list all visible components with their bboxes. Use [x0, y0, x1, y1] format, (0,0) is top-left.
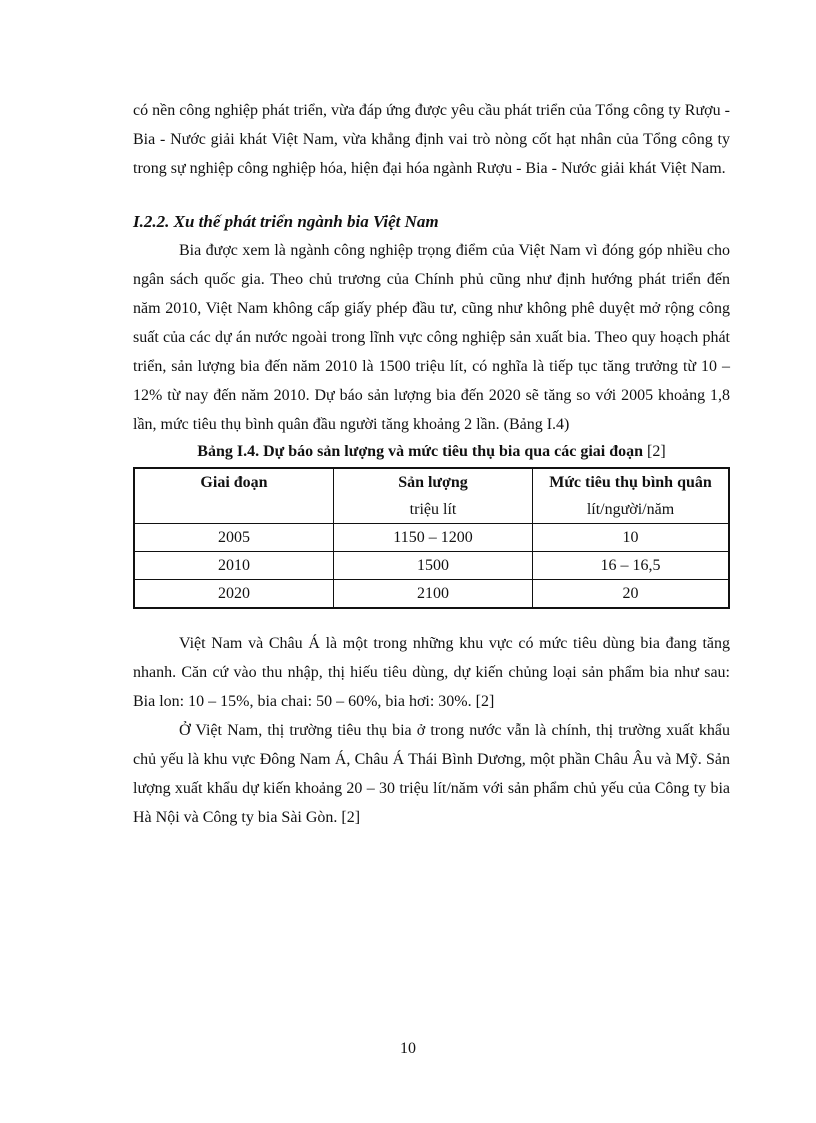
table-cell: 20: [533, 580, 730, 609]
intro-paragraph: có nền công nghiệp phát triển, vừa đáp ứng được yêu cầu phát triển của Tổng công ty Rượu - Bia - Nước giải khát Việt Nam, vừa khẳng định vai trò nòng cốt hạt nhân của Tổng công ty trong sự nghiệp công nghiệp hóa, hiện đại hóa ngành Rượu - Bia - Nước giải khát Việt Nam.: [133, 102, 730, 177]
unit-consumption: lít/người/năm: [533, 496, 730, 524]
table-cell: 10: [533, 524, 730, 552]
table-row: [134, 552, 729, 580]
table-cell: 16 – 16,5: [533, 552, 730, 580]
table-caption: [133, 439, 730, 465]
section-heading: I.2.2. Xu thế phát triển ngành bia Việt Nam: [133, 212, 439, 231]
paragraph-2: Việt Nam và Châu Á là một trong những khu vực có mức tiêu dùng bia đang tăng nhanh. Căn cứ vào thu nhập, thị hiếu tiêu dùng, dự kiến chủng loại sản phẩm bia như sau: Bia lon: 10 – 15%, bia chai: 50 – 60%, bia hơi: 30%. [2]: [133, 635, 730, 710]
spacer: [133, 183, 730, 207]
page-number: 10: [400, 1040, 416, 1057]
unit-output: triệu lít: [334, 496, 533, 524]
header-period: Giai đoạn: [134, 468, 334, 524]
header-consumption: Mức tiêu thụ bình quân: [533, 468, 730, 496]
table-row: [134, 580, 729, 609]
table-cell: 1150 – 1200: [334, 524, 533, 552]
header-output: Sản lượng: [334, 468, 533, 496]
table-row: [134, 524, 729, 552]
table-cell: 1500: [334, 552, 533, 580]
table-caption-title: Bảng I.4. Dự báo sản lượng và mức tiêu thụ bia qua các giai đoạn: [197, 443, 644, 460]
document-page: [133, 96, 730, 832]
table-cell: 2005: [134, 524, 334, 552]
table-caption-ref: [2]: [643, 443, 666, 460]
forecast-table: [133, 467, 730, 609]
table-cell: 2100: [334, 580, 533, 609]
paragraph-3: Ở Việt Nam, thị trường tiêu thụ bia ở trong nước vẫn là chính, thị trường xuất khẩu chủ yếu là khu vực Đông Nam Á, Châu Á Thái Bình Dương, một phần Châu Âu và Mỹ. Sản lượng xuất khẩu dự kiến khoảng 20 – 30 triệu lít/năm với sản phẩm chủ yếu của Công ty bia Hà Nội và Công ty bia Sài Gòn. [2]: [133, 722, 730, 826]
table-cell: 2010: [134, 552, 334, 580]
section-paragraph: Bia được xem là ngành công nghiệp trọng điểm của Việt Nam vì đóng góp nhiều cho ngân sách quốc gia. Theo chủ trương của Chính phủ cũng như định hướng phát triển đến năm 2010, Việt Nam không cấp giấy phép đầu tư, cũng như không phê duyệt mở rộng công suất của các dự án nước ngoài trong lĩnh vực công nghiệp sản xuất bia. Theo quy hoạch phát triển, sản lượng bia đến năm 2010 là 1500 triệu lít, có nghĩa là tiếp tục tăng trưởng từ 10 – 12% từ nay đến năm 2010. Dự báo sản lượng bia đến 2020 sẽ tăng so với 2005 khoảng 1,8 lần, mức tiêu thụ bình quân đầu người tăng khoảng 2 lần. (Bảng I.4): [133, 242, 730, 433]
table-header-row: [134, 468, 729, 496]
spacer: [133, 609, 730, 629]
table-cell: 2020: [134, 580, 334, 609]
